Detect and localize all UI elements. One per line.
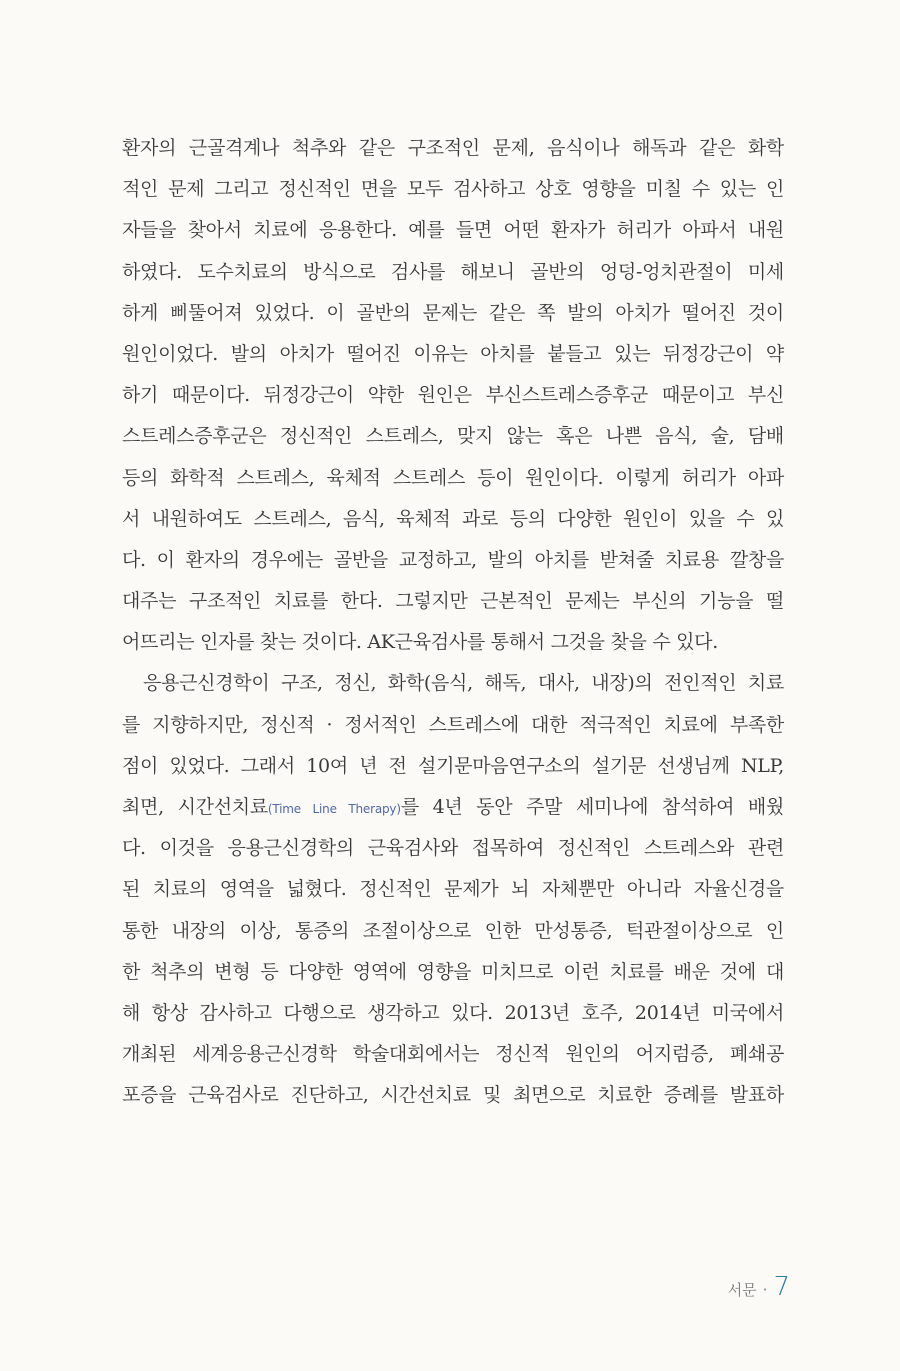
body-text xyxy=(122,128,784,1117)
text-line: 개최된 세계응용근신경학 학술대회에서는 정신적 원인의 어지럼증, 폐쇄공 xyxy=(122,1043,784,1066)
page-footer xyxy=(728,1272,790,1302)
text-line: 원인이었다. 발의 아치가 떨어진 이유는 아치를 붙들고 있는 뒤정강근이 약 xyxy=(122,342,784,365)
text-line: 등의 화학적 스트레스, 육체적 스트레스 등이 원인이다. 이렇게 허리가 아파 xyxy=(122,466,784,489)
text-line: 다. 이것을 응용근신경학의 근육검사와 접목하여 정신적인 스트레스와 관련 xyxy=(122,837,784,860)
text-line-with-aside xyxy=(122,787,784,828)
text-line: 하게 삐뚤어져 있었다. 이 골반의 문제는 같은 쪽 발의 아치가 떨어진 것이 xyxy=(122,301,784,324)
paragraph-1 xyxy=(122,128,784,663)
paragraph-2 xyxy=(122,663,784,1116)
text-line: 스트레스증후군은 정신적인 스트레스, 맞지 않는 혹은 나쁜 음식, 술, 담배 xyxy=(122,425,784,448)
aside-line-after: 를 4년 동안 주말 세미나에 참석하여 배웠 xyxy=(400,796,784,818)
text-line: 통한 내장의 이상, 통증의 조절이상으로 인한 만성통증, 턱관절이상으로 인 xyxy=(122,919,784,942)
text-line: 서 내원하여도 스트레스, 음식, 육체적 과로 등의 다양한 원인이 있을 수 있 xyxy=(122,507,784,530)
folio-separator: · xyxy=(762,1281,768,1299)
text-line: 한 척추의 변형 등 다양한 영역에 영향을 미치므로 이런 치료를 배운 것에 대 xyxy=(122,960,784,983)
text-line: 다. 이 환자의 경우에는 골반을 교정하고, 발의 아치를 받쳐줄 치료용 깔창을 xyxy=(122,548,784,571)
text-line: 점이 있었다. 그래서 10여 년 전 설기문마음연구소의 설기문 선생님께 NLP, xyxy=(122,754,784,777)
text-line: 자들을 찾아서 치료에 응용한다. 예를 들면 어떤 환자가 허리가 아파서 내원 xyxy=(122,219,784,242)
text-line: 를 지향하지만, 정신적 · 정서적인 스트레스에 대한 적극적인 치료에 부족한 xyxy=(122,713,784,736)
text-line: 적인 문제 그리고 정신적인 면을 모두 검사하고 상호 영향을 미칠 수 있는 인 xyxy=(122,178,784,201)
text-line: 포증을 근육검사로 진단하고, 시간선치료 및 최면으로 치료한 증례를 발표하 xyxy=(122,1084,784,1107)
text-line: 해 항상 감사하고 다행으로 생각하고 있다. 2013년 호주, 2014년 미국에서 xyxy=(122,1001,784,1024)
text-line: 하기 때문이다. 뒤정강근이 약한 원인은 부신스트레스증후군 때문이고 부신 xyxy=(122,384,784,407)
text-line: 환자의 근골격계나 척추와 같은 구조적인 문제, 음식이나 해독과 같은 화학 xyxy=(122,137,784,159)
page-number: 7 xyxy=(773,1272,790,1302)
english-term-aside: (Time Line Therapy) xyxy=(267,802,401,816)
text-line: 대주는 구조적인 치료를 한다. 그렇지만 근본적인 문제는 부신의 기능을 떨 xyxy=(122,590,784,613)
text-line: 된 치료의 영역을 넓혔다. 정신적인 문제가 뇌 자체뿐만 아니라 자율신경을 xyxy=(122,878,784,901)
text-line: 어뜨리는 인자를 찾는 것이다. AK근육검사를 통해서 그것을 찾을 수 있다. xyxy=(122,631,718,654)
text-line: 하였다. 도수치료의 방식으로 검사를 해보니 골반의 엉덩-엉치관절이 미세 xyxy=(122,260,784,283)
aside-line-before: 최면, 시간선치료 xyxy=(122,796,268,818)
text-line: 응용근신경학이 구조, 정신, 화학(음식, 해독, 대사, 내장)의 전인적인 치료 xyxy=(143,672,784,695)
section-label: 서문 xyxy=(727,1281,757,1299)
